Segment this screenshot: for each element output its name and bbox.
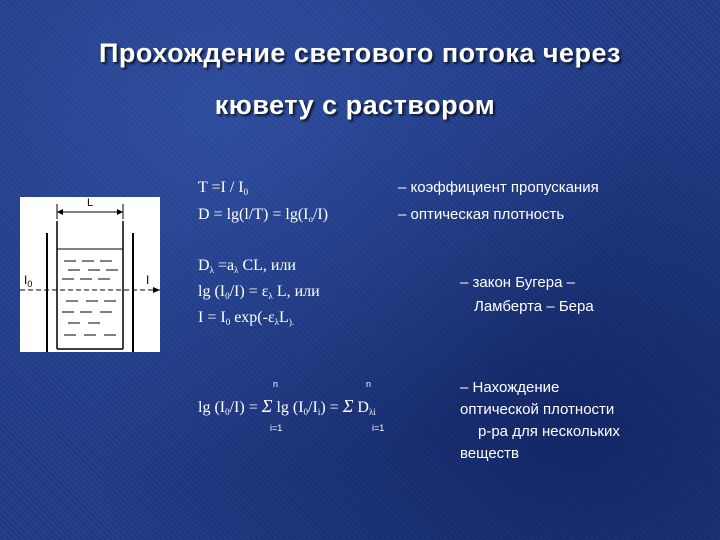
cuvette-diagram xyxy=(20,197,160,352)
bouguer-l2-c: L, или xyxy=(272,283,320,300)
bouguer-l1-b: =a xyxy=(213,257,235,274)
sum-description-line-4: веществ xyxy=(460,445,519,462)
sum-e: ) = xyxy=(320,399,343,416)
sum-lower-limit-2: i=1 xyxy=(372,423,385,433)
sum-sigma-1: Σ xyxy=(261,396,273,416)
sum-b: /I) = xyxy=(229,399,262,416)
bouguer-l3-a: I = I xyxy=(198,309,226,326)
bouguer-l3-sub3: ). xyxy=(288,317,295,327)
sum-sigma-2: Σ xyxy=(342,396,354,416)
bouguer-l2-a: lg (I xyxy=(198,283,226,300)
bouguer-l3-c: L xyxy=(279,309,289,326)
sum-f: D xyxy=(353,399,369,416)
bouguer-line-2 xyxy=(198,282,320,306)
sum-description-line-2: оптической плотности xyxy=(460,401,615,418)
transmittance-formula-main: T =I / I xyxy=(198,179,244,196)
optical-density-formula xyxy=(198,205,328,229)
sum-upper-limit-2: n xyxy=(366,379,372,389)
bouguer-l3-sub1: 0 xyxy=(225,317,231,327)
law-name-line-1: – закон Бугера – xyxy=(460,274,575,291)
cuvette-drawing xyxy=(20,197,160,352)
sum-d: /I xyxy=(308,399,318,416)
bouguer-l1-sub2: λ xyxy=(234,265,239,275)
sum-sub1: 0 xyxy=(225,407,230,417)
transmittance-description: – коэффициент пропускания xyxy=(398,179,599,196)
slide-title-line2: кювету с раствором xyxy=(214,90,496,120)
label-L: L xyxy=(87,197,94,209)
transmittance-formula-sub: 0 xyxy=(243,187,249,197)
bouguer-l1-c: CL, или xyxy=(238,257,296,274)
bouguer-l1-a: D xyxy=(198,257,210,274)
label-I0-letter: I xyxy=(24,273,28,287)
transmittance-formula xyxy=(198,178,248,202)
bouguer-l1-sub1: λ xyxy=(209,265,214,275)
sum-sub4: λi xyxy=(368,407,376,417)
label-I0 xyxy=(24,273,32,289)
sum-description-line-3: р-ра для нескольких xyxy=(478,423,620,440)
bouguer-l3-b: exp(-ε xyxy=(230,309,275,326)
sum-sub3: i xyxy=(317,407,321,417)
sum-lower-limit-1: i=1 xyxy=(270,423,283,433)
label-I: I xyxy=(146,273,150,287)
bouguer-line-1 xyxy=(198,256,296,280)
optical-density-formula-b: /I) xyxy=(312,206,329,223)
optical-density-formula-sub: o xyxy=(308,214,313,224)
bouguer-l2-b: /I) = ε xyxy=(229,283,269,300)
bouguer-line-3 xyxy=(198,308,294,332)
law-name-line-2: Ламберта – Бера xyxy=(474,298,594,315)
bouguer-l2-sub1: 0 xyxy=(225,291,230,301)
sum-formula xyxy=(198,396,376,422)
sum-description-line-1: – Нахождение xyxy=(460,379,560,396)
optical-density-description: – оптическая плотность xyxy=(398,206,565,223)
slide-title-line1: Прохождение светового потока через xyxy=(99,38,621,68)
sum-c: lg (I xyxy=(272,399,304,416)
sum-upper-limit-1: n xyxy=(273,379,279,389)
label-I0-sub: 0 xyxy=(27,279,33,289)
bouguer-l3-sub2: λ xyxy=(274,317,280,327)
sum-sub2: 0 xyxy=(303,407,309,417)
bouguer-l2-sub2: λ xyxy=(268,291,273,301)
sum-a: lg (I xyxy=(198,399,226,416)
optical-density-formula-a: D = lg(l/T) = lg(I xyxy=(198,206,309,223)
